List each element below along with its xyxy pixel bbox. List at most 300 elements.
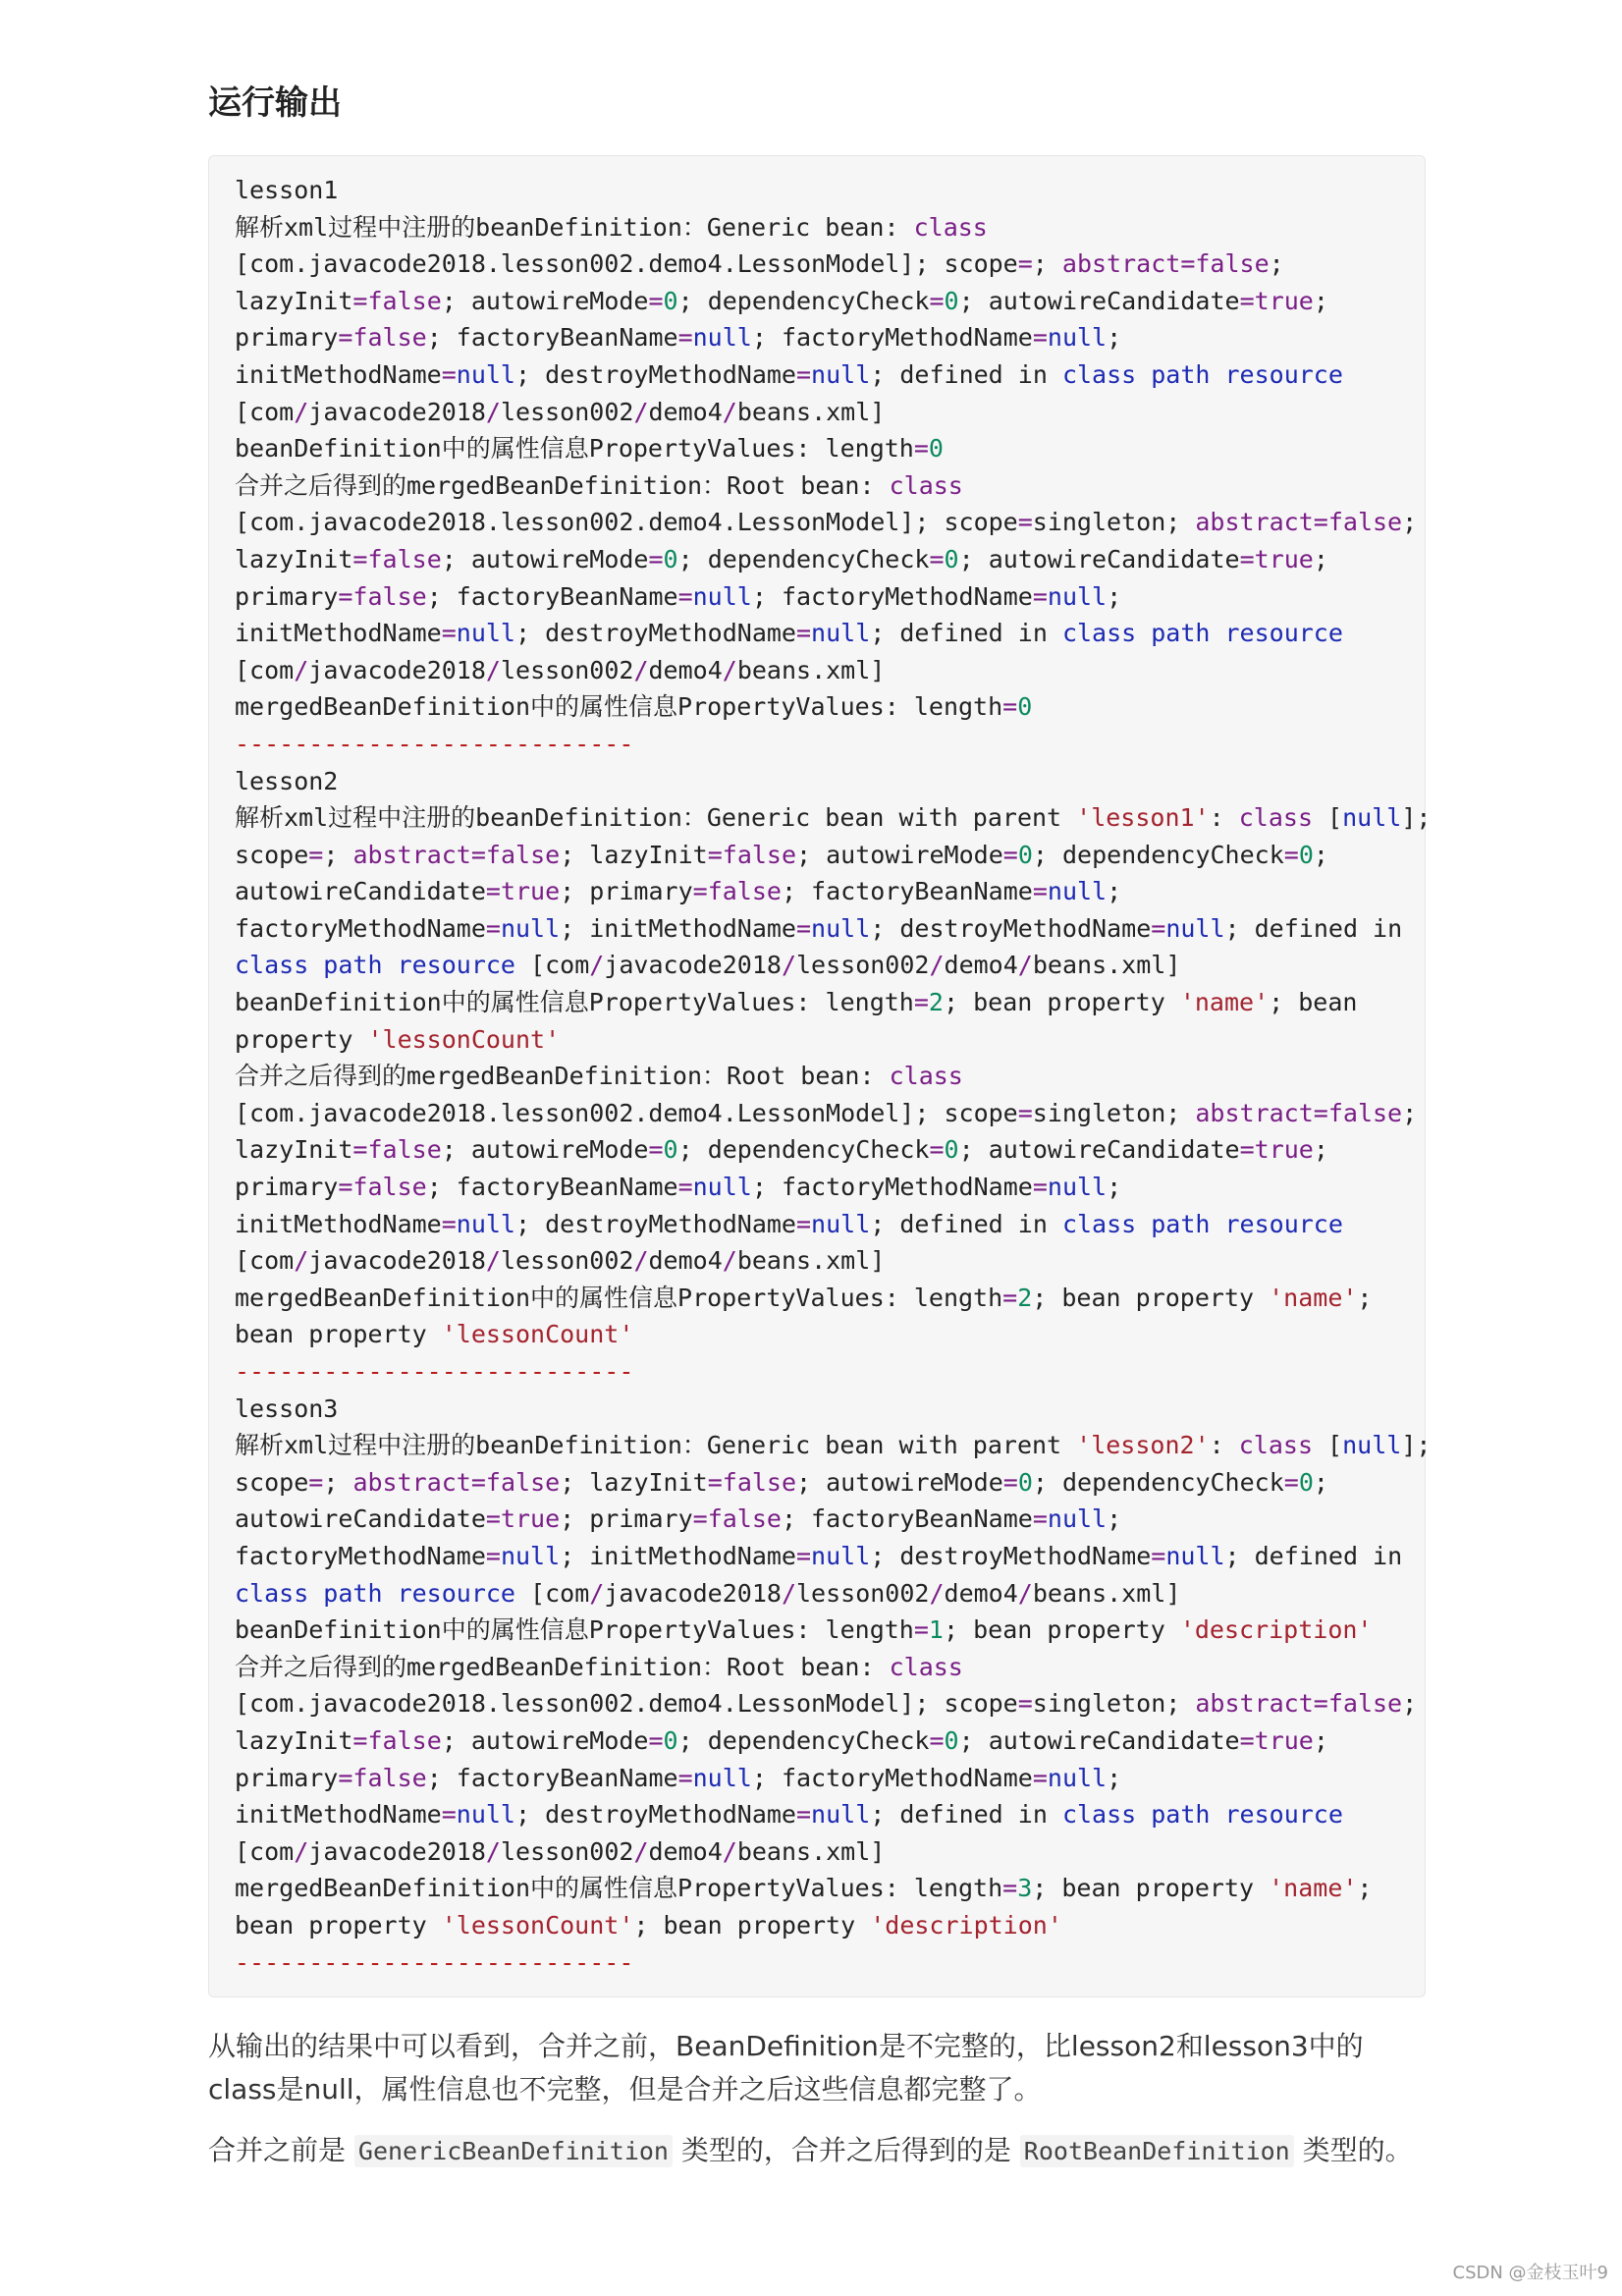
code-token: ; dependencyCheck	[1032, 1467, 1284, 1497]
code-token: true	[500, 1504, 561, 1534]
code-token: =	[1239, 286, 1255, 315]
code-token: =	[470, 840, 486, 869]
code-line	[235, 1833, 1409, 1871]
type-paragraph-text-3: 类型的。	[1293, 2134, 1413, 2166]
code-token: =	[1313, 1098, 1328, 1127]
code-line	[235, 1316, 1409, 1353]
code-token: primary	[235, 1173, 339, 1202]
code-token: /	[1017, 951, 1033, 980]
code-token: /	[485, 397, 501, 426]
code-token: lesson002	[500, 655, 634, 684]
code-line	[235, 1427, 1432, 1464]
code-token: singleton;	[1032, 508, 1196, 537]
code-line	[235, 1021, 1409, 1059]
code-token: /	[929, 1578, 945, 1608]
code-token: 'description'	[870, 1910, 1062, 1940]
code-token: 2	[1017, 1283, 1033, 1312]
code-token: =	[308, 840, 324, 869]
code-token: ; autowireMode	[441, 1135, 649, 1165]
code-token: null	[692, 1173, 752, 1202]
code-token: =	[648, 1725, 664, 1755]
code-token: ; lazyInit	[560, 840, 708, 869]
code-line	[235, 1242, 1409, 1280]
code-token: beans.xml]	[1032, 951, 1181, 980]
code-token: ;	[323, 1467, 353, 1497]
code-token: 合并之后得到的mergedBeanDefinition：Root bean:	[235, 470, 890, 500]
code-line	[235, 578, 1409, 616]
code-token: [com.javacode2018.lesson002.demo4.LessonModel]; scope	[235, 1098, 1018, 1127]
code-token: true	[1254, 1135, 1314, 1165]
code-token: =	[929, 1135, 945, 1165]
code-token: lesson2	[235, 766, 339, 795]
code-token: 2	[928, 988, 944, 1017]
code-token: ;	[1107, 877, 1122, 906]
code-token: [com.javacode2018.lesson002.demo4.LessonModel]; scope	[235, 508, 1018, 537]
code-token: =	[338, 323, 353, 353]
code-token: false	[352, 1173, 427, 1202]
code-line	[235, 356, 1409, 394]
code-token: class path resource	[1061, 359, 1343, 389]
code-line	[235, 1464, 1409, 1502]
code-token: abstract	[1195, 508, 1314, 537]
code-token: null	[1342, 803, 1402, 833]
code-line	[235, 910, 1409, 948]
code-token: 'name'	[1179, 988, 1270, 1017]
code-token: =	[338, 1173, 353, 1202]
code-token: beans.xml]	[736, 1836, 886, 1866]
code-token: /	[633, 397, 649, 426]
code-token: =	[1180, 249, 1196, 279]
section-title: 运行输出	[208, 83, 342, 123]
code-token: =	[1151, 913, 1166, 943]
code-line	[235, 984, 1409, 1021]
code-token: ; defined in	[870, 619, 1062, 648]
code-token: demo4	[648, 397, 723, 426]
code-token: singleton;	[1032, 1098, 1196, 1127]
code-line	[235, 209, 1409, 246]
code-token: ; autowireMode	[441, 286, 649, 315]
code-token: class	[889, 470, 963, 500]
code-token: mergedBeanDefinition中的属性信息PropertyValues: length	[235, 1874, 1003, 1903]
code-token: =	[648, 544, 664, 574]
code-token: /	[722, 1246, 737, 1276]
summary-paragraph: 从输出的结果中可以看到，合并之前，BeanDefinition是不完整的，比lesson2和lesson3中的class是null，属性信息也不完整，但是合并之后这些信息都完整了。	[208, 2030, 1364, 2105]
code-token: =	[1017, 1098, 1033, 1127]
code-token: =	[485, 1541, 501, 1570]
code-token: ;	[323, 840, 353, 869]
code-token: bean property	[235, 1320, 442, 1349]
code-token: autowireCandidate	[235, 877, 486, 906]
code-token: null	[1047, 1504, 1108, 1534]
code-token: =	[485, 877, 501, 906]
code-token: /	[929, 951, 945, 980]
code-token: beanDefinition中的属性信息PropertyValues: length	[235, 1615, 914, 1645]
code-token: ; dependencyCheck	[1032, 840, 1284, 869]
type-paragraph-text-2: 类型的，合并之后得到的是	[672, 2134, 1020, 2166]
code-token: true	[500, 877, 561, 906]
code-token: [com	[235, 397, 295, 426]
code-token: =	[929, 544, 945, 574]
code-token: lazyInit	[235, 1725, 353, 1755]
code-token: property	[235, 1024, 368, 1054]
code-token: =	[352, 544, 368, 574]
code-token: =	[1032, 323, 1048, 353]
code-line	[235, 1575, 1409, 1613]
code-token: null	[456, 619, 515, 648]
code-line	[235, 1612, 1409, 1649]
code-token: null	[692, 581, 752, 611]
code-token: ; autowireCandidate	[958, 1135, 1240, 1165]
code-token: false	[485, 840, 561, 869]
code-line	[235, 763, 1409, 800]
code-token: ; defined in	[870, 359, 1062, 389]
type-paragraph-text-1: 合并之前是	[208, 2134, 354, 2166]
code-token: factoryMethodName	[235, 1541, 486, 1570]
code-token: ; autowireMode	[796, 840, 1003, 869]
code-token: abstract	[1061, 249, 1181, 279]
code-token: null	[692, 1763, 752, 1792]
code-token: ; autowireCandidate	[958, 286, 1240, 315]
code-line	[235, 1169, 1409, 1206]
code-token: abstract	[1195, 1689, 1314, 1719]
code-token: ;	[1313, 1725, 1328, 1755]
code-token: singleton;	[1032, 1689, 1196, 1719]
code-token: ; autowireMode	[796, 1467, 1003, 1497]
code-line	[235, 430, 1409, 467]
code-token: [	[1313, 803, 1343, 833]
code-token: 'name'	[1269, 1874, 1358, 1903]
code-token: beanDefinition中的属性信息PropertyValues: length	[235, 434, 914, 464]
code-token: null	[692, 323, 752, 353]
code-line	[235, 1353, 1409, 1391]
code-token: ; dependencyCheck	[677, 286, 930, 315]
code-line	[235, 837, 1409, 874]
code-token: ; defined in	[870, 1800, 1062, 1830]
code-token: ; destroyMethodName	[515, 1209, 796, 1238]
code-token: ;	[1107, 1504, 1122, 1534]
code-line	[235, 467, 1409, 505]
code-token: ; factoryMethodName	[751, 323, 1033, 353]
code-line	[235, 541, 1409, 578]
code-token: /	[722, 655, 737, 684]
code-token: null	[1342, 1431, 1402, 1460]
code-token: class	[1238, 803, 1313, 833]
code-token: javacode2018	[604, 1578, 782, 1608]
code-token: =	[441, 359, 457, 389]
code-line	[235, 1391, 1409, 1428]
code-token: ---------------------------	[235, 1947, 634, 1977]
code-token: ; defined in	[870, 1209, 1062, 1238]
code-line	[235, 873, 1409, 910]
code-line	[235, 1870, 1409, 1907]
code-line	[235, 504, 1418, 541]
code-token: ; initMethodName	[560, 1541, 796, 1570]
code-token: demo4	[648, 1836, 723, 1866]
code-token: 0	[1017, 692, 1033, 722]
code-token: ; dependencyCheck	[677, 544, 930, 574]
code-token: false	[367, 1135, 442, 1165]
code-token: class path resource	[1061, 619, 1343, 648]
code-token: false	[485, 1467, 561, 1497]
code-token: null	[500, 913, 561, 943]
code-token: 'lessonCount'	[441, 1910, 634, 1940]
code-token: scope	[235, 840, 309, 869]
code-token: =	[677, 1173, 693, 1202]
code-token: /	[589, 1578, 605, 1608]
code-token: [com	[235, 1246, 295, 1276]
code-token: true	[1254, 286, 1314, 315]
code-token: abstract	[1195, 1098, 1314, 1127]
code-token: =	[1002, 1283, 1018, 1312]
code-token: primary	[235, 1763, 339, 1792]
code-line	[235, 283, 1409, 320]
code-token: ; factoryBeanName	[426, 1173, 678, 1202]
code-token: 合并之后得到的mergedBeanDefinition：Root bean:	[235, 1062, 890, 1091]
code-token: javacode2018	[308, 1246, 486, 1276]
code-token: false	[707, 1504, 782, 1534]
code-token: false	[352, 581, 427, 611]
code-token: /	[633, 655, 649, 684]
code-token: /	[722, 1836, 737, 1866]
code-token: null	[811, 359, 871, 389]
code-token: 'lessonCount'	[367, 1024, 561, 1054]
code-token: ; primary	[560, 877, 693, 906]
code-token: [com	[514, 951, 590, 980]
code-token: class	[889, 1062, 963, 1091]
code-token: =	[352, 286, 368, 315]
code-token: class	[913, 212, 988, 242]
code-token: true	[1254, 1725, 1314, 1755]
code-line	[235, 726, 1409, 763]
code-token: class path resource	[235, 951, 515, 980]
code-token: ];	[1401, 803, 1432, 833]
code-token: =	[1002, 692, 1018, 722]
code-token: =	[677, 1763, 693, 1792]
code-token: false	[352, 323, 427, 353]
code-token: =	[1239, 1135, 1255, 1165]
code-token: ];	[1401, 1431, 1432, 1460]
code-token: /	[485, 655, 501, 684]
code-token: autowireCandidate	[235, 1504, 486, 1534]
code-token: 'description'	[1179, 1615, 1373, 1645]
code-token: lazyInit	[235, 544, 353, 574]
code-token: ; dependencyCheck	[677, 1725, 930, 1755]
code-token: 0	[928, 434, 944, 464]
code-token: mergedBeanDefinition中的属性信息PropertyValues: length	[235, 1283, 1003, 1312]
code-token: =	[1032, 1173, 1048, 1202]
code-token: =	[677, 323, 693, 353]
code-token: null	[1047, 323, 1108, 353]
code-token: false	[707, 877, 782, 906]
code-line	[235, 1538, 1409, 1575]
code-token: =	[913, 988, 929, 1017]
code-line	[235, 799, 1432, 837]
code-token: 'lessonCount'	[441, 1320, 634, 1349]
code-token: null	[456, 1209, 515, 1238]
code-token: ;	[1357, 1874, 1373, 1903]
code-token: ;	[1107, 1173, 1122, 1202]
code-token: ; lazyInit	[560, 1467, 708, 1497]
code-token: ---------------------------	[235, 729, 634, 758]
code-token: ;	[1313, 840, 1328, 869]
code-line	[235, 1722, 1409, 1760]
code-token: =	[1032, 1504, 1048, 1534]
code-token: ---------------------------	[235, 1357, 634, 1386]
code-token: =	[308, 1467, 324, 1497]
code-token: =	[1032, 877, 1048, 906]
code-token: ;	[1402, 1689, 1418, 1719]
code-token: false	[1327, 1098, 1403, 1127]
code-token: null	[1047, 877, 1108, 906]
code-line	[235, 1944, 1409, 1982]
code-token: =	[352, 1135, 368, 1165]
code-token: ;	[1313, 544, 1328, 574]
code-token: =	[795, 1541, 812, 1570]
code-token: =	[677, 581, 693, 611]
code-token: lesson3	[235, 1394, 339, 1423]
code-token: =	[1002, 1874, 1018, 1903]
code-token: ; defined in	[1224, 913, 1403, 943]
code-token: javacode2018	[308, 1836, 486, 1866]
code-line	[235, 1058, 1409, 1095]
code-token: class	[889, 1652, 963, 1681]
code-token: ; factoryMethodName	[751, 1173, 1033, 1202]
code-token: beans.xml]	[1032, 1578, 1181, 1608]
code-line	[235, 172, 1409, 209]
code-token: ; dependencyCheck	[677, 1135, 930, 1165]
code-token: [com	[235, 655, 295, 684]
code-token: beanDefinition中的属性信息PropertyValues: length	[235, 988, 914, 1017]
code-token: ;	[1313, 1135, 1328, 1165]
code-line	[235, 1907, 1409, 1944]
code-token: =	[1283, 1467, 1299, 1497]
code-token: null	[1165, 913, 1225, 943]
code-line	[235, 319, 1409, 356]
type-paragraph	[208, 2129, 1426, 2173]
code-token: 3	[1017, 1874, 1033, 1903]
code-token: ; destroyMethodName	[870, 1541, 1152, 1570]
code-token: primary	[235, 581, 339, 611]
code-token: =	[1017, 249, 1033, 279]
code-token: true	[1254, 544, 1314, 574]
code-token: [com.javacode2018.lesson002.demo4.LessonModel]; scope	[235, 1689, 1018, 1719]
code-token: ;	[1313, 286, 1328, 315]
code-token: 0	[663, 544, 678, 574]
code-token: null	[811, 1800, 871, 1830]
code-token: initMethodName	[235, 619, 442, 648]
code-token: false	[1195, 249, 1270, 279]
code-token: null	[500, 1541, 561, 1570]
code-token: =	[352, 1725, 368, 1755]
code-token: 'name'	[1269, 1283, 1358, 1312]
code-token: 1	[928, 1615, 944, 1645]
code-token: null	[811, 1209, 871, 1238]
code-line	[235, 615, 1409, 652]
code-content	[235, 172, 1432, 1981]
code-token: =	[1002, 840, 1018, 869]
code-token: class path resource	[1061, 1209, 1343, 1238]
code-token: class	[1238, 1431, 1313, 1460]
code-token: abstract	[352, 840, 471, 869]
code-token: =	[485, 1504, 501, 1534]
code-token: /	[633, 1246, 649, 1276]
code-token: abstract	[352, 1467, 471, 1497]
code-token: lesson002	[500, 1836, 634, 1866]
code-token: =	[929, 1725, 945, 1755]
code-token: =	[1283, 840, 1299, 869]
code-token: null	[456, 359, 515, 389]
code-token: /	[781, 1578, 796, 1608]
code-token: demo4	[648, 655, 723, 684]
code-token: =	[795, 1209, 812, 1238]
code-token: =	[1017, 508, 1033, 537]
code-token: =	[795, 1800, 812, 1830]
code-token: ;	[1357, 1283, 1373, 1312]
inline-code-root: RootBeanDefinition	[1020, 2135, 1294, 2167]
code-token: bean property	[235, 1910, 442, 1940]
code-token: [com	[235, 1836, 295, 1866]
code-token: /	[294, 1246, 309, 1276]
code-token: demo4	[944, 951, 1018, 980]
code-token: ; autowireCandidate	[958, 1725, 1240, 1755]
code-token: /	[485, 1246, 501, 1276]
code-token: beans.xml]	[736, 397, 886, 426]
code-token: ; bean	[1269, 988, 1358, 1017]
code-token: ; factoryBeanName	[426, 323, 678, 353]
code-token: class path resource	[235, 1578, 515, 1608]
code-token: lesson002	[500, 397, 634, 426]
code-token: 0	[1298, 1467, 1314, 1497]
code-token: ;	[1107, 1763, 1122, 1792]
code-token: false	[367, 1725, 442, 1755]
code-token: =	[648, 1135, 664, 1165]
code-token: 解析xml过程中注册的beanDefinition：Generic bean with parent	[235, 803, 1077, 833]
code-token: ; bean property	[1032, 1874, 1270, 1903]
code-token: =	[648, 286, 664, 315]
code-token: ;	[1402, 1098, 1418, 1127]
code-line	[235, 394, 1409, 431]
code-token: scope	[235, 1467, 309, 1497]
code-line	[235, 947, 1409, 984]
code-token: =	[1032, 581, 1048, 611]
code-token: 解析xml过程中注册的beanDefinition：Generic bean with parent	[235, 1431, 1077, 1460]
code-line	[235, 1095, 1418, 1132]
code-token: ; bean property	[943, 1615, 1180, 1645]
code-token: null	[811, 913, 871, 943]
code-token: =	[795, 359, 812, 389]
code-token: ; initMethodName	[560, 913, 796, 943]
code-token: 0	[663, 286, 678, 315]
code-token: ;	[1107, 323, 1122, 353]
code-token: lesson002	[796, 1578, 930, 1608]
code-token: ; factoryMethodName	[751, 1763, 1033, 1792]
code-token: =	[1313, 1689, 1328, 1719]
code-token: =	[485, 913, 501, 943]
code-line	[235, 1760, 1409, 1797]
code-token: ; factoryBeanName	[426, 1763, 678, 1792]
code-token: null	[1047, 1763, 1108, 1792]
code-token: javacode2018	[604, 951, 782, 980]
code-token: 合并之后得到的mergedBeanDefinition：Root bean:	[235, 1652, 890, 1681]
code-token: =	[795, 913, 812, 943]
code-token: ; primary	[560, 1504, 693, 1534]
code-line	[235, 1501, 1409, 1538]
code-token: ;	[1032, 249, 1062, 279]
code-token: =	[338, 1763, 353, 1792]
code-token: lesson002	[500, 1246, 634, 1276]
code-token: null	[1047, 1173, 1108, 1202]
code-token: =	[441, 619, 457, 648]
